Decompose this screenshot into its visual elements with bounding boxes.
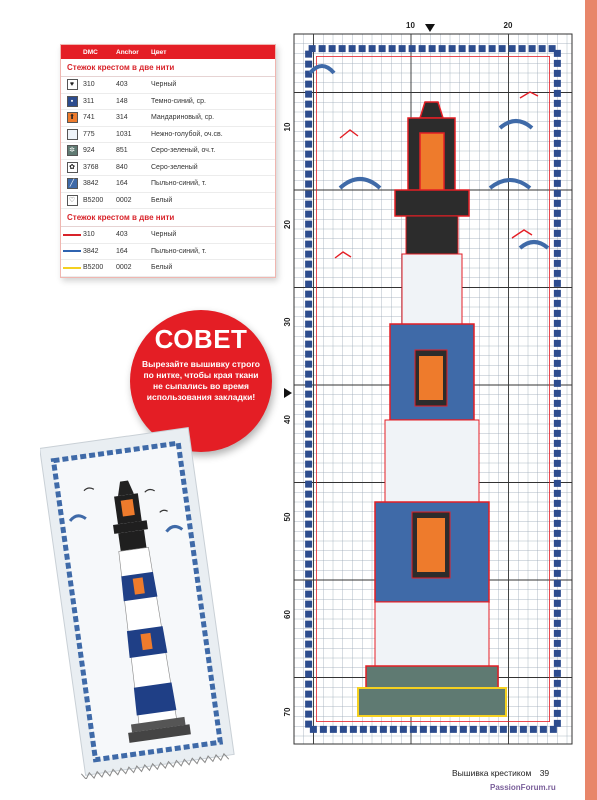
key-section-title: Стежок крестом в две нити: [61, 209, 275, 227]
key-anchor: 148: [116, 97, 128, 105]
watermark: PassionForum.ru: [490, 783, 556, 792]
key-color-name: Нежно-голубой, оч.св.: [151, 130, 223, 138]
bookmark-photo: [40, 424, 240, 779]
key-row: [61, 110, 275, 127]
key-section-title: Стежок крестом в две нити: [61, 59, 275, 77]
key-anchor: 164: [116, 247, 128, 255]
key-dmc: B5200: [83, 264, 104, 272]
key-color-name: Черный: [151, 231, 177, 239]
key-row: [61, 160, 275, 177]
key-anchor: 840: [116, 163, 128, 171]
tip-text: Вырезайте вышивку строго по нитке, чтобы края ткани не сыпались во время использования закладки!: [142, 359, 260, 402]
key-row: [61, 94, 275, 111]
key-row: [61, 244, 275, 261]
cross-stitch-chart: [280, 18, 580, 748]
key-dmc: 3842: [83, 247, 99, 255]
key-color-name: Белый: [151, 196, 173, 204]
key-color-name: Серо-зеленый, оч.т.: [151, 147, 216, 155]
key-anchor: 0002: [116, 264, 132, 272]
line-swatch-icon: [63, 267, 81, 269]
key-dmc: 775: [83, 130, 95, 138]
axis-label-left: 60: [283, 610, 292, 619]
page-footer: [452, 768, 549, 778]
header-dmc: DMC: [83, 48, 98, 56]
center-arrow-top: [425, 24, 435, 32]
key-anchor: 1031: [116, 130, 132, 138]
header-color: Цвет: [151, 48, 167, 56]
gear-icon: ✲: [67, 145, 78, 156]
key-row: [61, 176, 275, 193]
axis-label-left: 40: [283, 415, 292, 424]
page-number: 39: [539, 768, 550, 778]
key-row: [61, 127, 275, 144]
lighthouse-pattern: [310, 66, 548, 716]
key-row: [61, 143, 275, 160]
key-row: [61, 77, 275, 94]
key-dmc: 741: [83, 114, 95, 122]
key-row: [61, 193, 275, 210]
key-header-row: [61, 45, 275, 59]
slash-icon: ╱: [67, 178, 78, 189]
key-color-name: Белый: [151, 264, 173, 272]
color-key-table: [60, 44, 276, 278]
line-swatch-icon: [63, 250, 81, 252]
key-dmc: 310: [83, 81, 95, 89]
page-edge-stripe: [585, 0, 597, 800]
axis-label-top: 10: [406, 21, 415, 30]
tip-title: СОВЕТ: [154, 324, 248, 354]
flower-icon: ✿: [67, 162, 78, 173]
header-anchor: Anchor: [116, 48, 139, 56]
blank-icon: [67, 129, 78, 140]
key-anchor: 851: [116, 147, 128, 155]
key-color-name: Пыльно-синий, т.: [151, 180, 207, 188]
key-color-name: Серо-зеленый: [151, 163, 198, 171]
arrow-up-icon: ⬆: [67, 112, 78, 123]
key-row: [61, 260, 275, 277]
center-arrow-left: [284, 388, 292, 398]
key-color-name: Пыльно-синий, т.: [151, 247, 207, 255]
key-color-name: Мандариновый, ср.: [151, 114, 215, 122]
heart-icon: ♥: [67, 79, 78, 90]
key-color-name: Черный: [151, 81, 177, 89]
axis-label-top: 20: [503, 21, 513, 30]
key-anchor: 0002: [116, 196, 132, 204]
axis-label-left: 70: [283, 707, 292, 717]
axis-label-left: 50: [283, 512, 292, 522]
key-dmc: 3768: [83, 163, 99, 171]
key-dmc: 310: [83, 231, 95, 239]
footer-title: Вышивка крестиком: [452, 768, 532, 778]
line-swatch-icon: [63, 234, 81, 236]
key-dmc: 311: [83, 97, 95, 105]
key-dmc: 3842: [83, 180, 99, 188]
axis-label-left: 30: [283, 317, 292, 327]
key-anchor: 164: [116, 180, 128, 188]
key-color-name: Темно-синий, ср.: [151, 97, 207, 105]
axis-label-left: 10: [283, 122, 292, 132]
axis-label-left: 20: [283, 220, 292, 229]
key-anchor: 403: [116, 231, 128, 239]
key-row: [61, 227, 275, 244]
key-anchor: 314: [116, 114, 128, 122]
heart-outline-icon: ♡: [67, 195, 78, 206]
key-dmc: 924: [83, 147, 95, 155]
key-dmc: B5200: [83, 196, 104, 204]
key-anchor: 403: [116, 81, 128, 89]
square-dot-icon: ▪: [67, 96, 78, 107]
